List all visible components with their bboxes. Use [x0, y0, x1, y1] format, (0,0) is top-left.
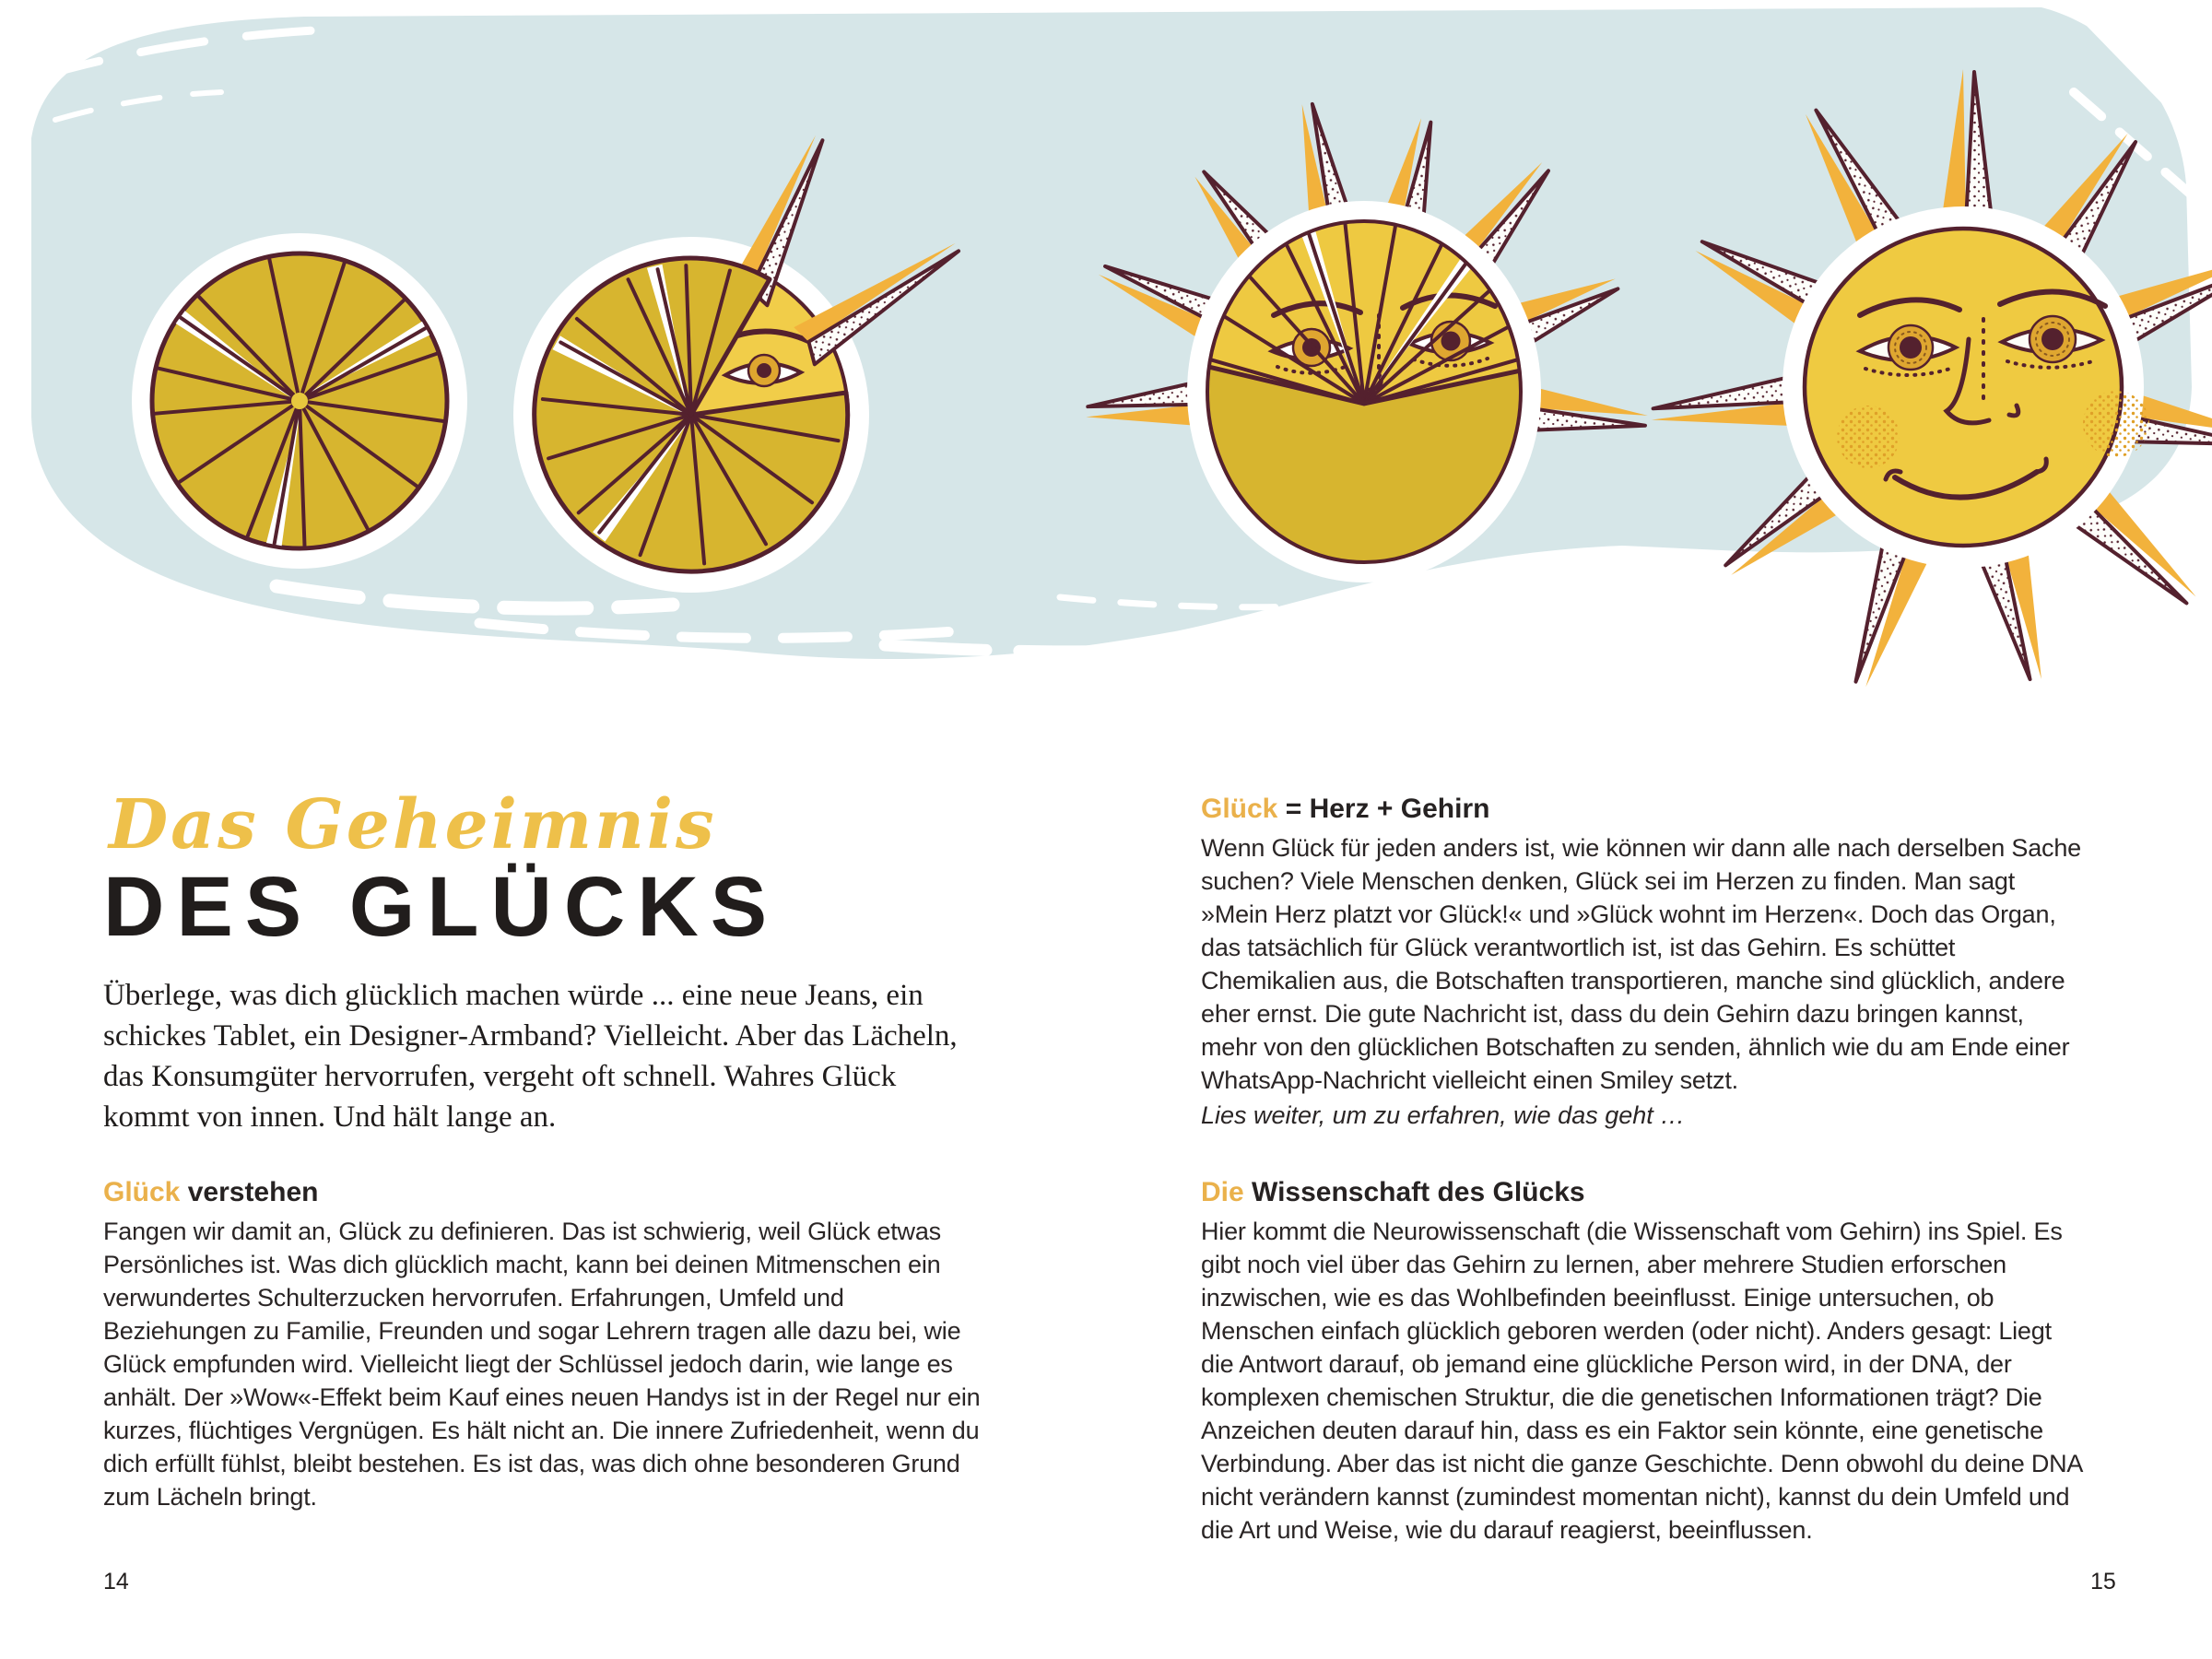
right-section1-note: Lies weiter, um zu erfahren, wie das geht … [1201, 1101, 1686, 1129]
cheek-left [1837, 406, 1900, 468]
sun-illustration-stage2-one-eye [502, 92, 1037, 627]
page-number-left: 14 [103, 1569, 129, 1594]
heading-rest: verstehen [180, 1177, 319, 1207]
left-section-heading [103, 1176, 318, 1209]
right-section2-body: Hier kommt die Neurowissenschaft (die Wissenschaft vom Gehirn) ins Spiel. Es gibt noch viel über das Gehirn zu lernen, aber mehrere Studien erforschen inzwischen, wie es das Wohlbefinden beeinflusst. Einige untersuchen, ob Menschen einfach glücklich geboren werden (oder nicht). Anders gesagt: Liegt die Antwort darauf, ob jemand eine glückliche Person wird, in der DNA, der komplexen chemischen Struktur, die die genetischen Informationen trägt? Die Anzeichen deuten darauf hin, dass es ein Faktor sein könnte, eine genetische Verbindung. Aber das ist nicht die ganze Geschichte. Denn obwohl du deine DNA nicht verändern kannst (zumindest momentan nicht), kannst du dein Umfeld und die Art und Weise, wie du darauf reagierst, beeinflussen. [1201, 1218, 2082, 1544]
sun-illustration-stage4-smiling [1650, 46, 2212, 765]
right-section1-body: Wenn Glück für jeden anders ist, wie können wir dann alle nach derselben Sache suchen? Viele Menschen denken, Glück sei im Herzen zu finden. Man sagt »Mein Herz platzt vor Glück!« und »Glück wohnt im Herzen«. Doch das Organ, das tatsächlich für Glück verantwortlich ist, ist das Gehirn. Es schüttet Chemikalien aus, die Botschaften transportieren, manche sind glücklich, andere eher ernst. Die gute Nachricht ist, dass du dein Gehirn dazu bringen kannst, mehr von den glücklichen Botschaften zu senden, ähnlich wie du am Ende einer WhatsApp-Nachricht vielleicht einen Smiley setzt. [1201, 834, 2081, 1094]
cheek-right [2083, 391, 2149, 457]
sun-illustration-stage3-half-face [1041, 74, 1687, 645]
left-page-intro-paragraph: Überlege, was dich glücklich machen würde ... eine neue Jeans, ein schickes Tablet, ein Designer-Armband? Vielleicht. Aber das Lächeln, das Konsumgüter hervorrufen, vergeht oft schnell. Wahres Glück kommt von innen. Und hält lange an. [103, 979, 958, 1134]
left-section-body: Fangen wir damit an, Glück zu definieren. Das ist schwierig, weil Glück etwas Persönliches ist. Was dich glücklich macht, kann bei deinen Mitmenschen ein verwundertes Schulterzucken hervorrufen. Erfahrungen, Umfeld und Beziehungen zu Familie, Freunden und sogar Lehrern tragen alle dazu bei, wie Glück empfunden wird. Vielleicht liegt der Schlüssel jedoch darin, wie lange es anhält. Der »Wow«-Effekt beim Kauf eines neuen Handys ist in der Regel nur ein kurzes, flüchtiges Vergnügen. Es hält nicht an. Die innere Zufriedenheit, wenn du dich erfüllt fühlst, bleibt bestehen. Es ist das, was dich ohne besonderen Grund zum Lächeln bringt. [103, 1218, 981, 1511]
left-page-kicker [109, 785, 717, 865]
kicker-script-title: Das Geheimnis [109, 785, 717, 865]
sun-illustration-stage1-wheel-closed [106, 207, 484, 585]
right-section2-heading [1201, 1176, 1585, 1209]
heading-lead-word: Die [1201, 1177, 1244, 1207]
heading-rest: = Herz + Gehirn [1277, 794, 1490, 824]
page-number-right: 15 [2090, 1569, 2116, 1594]
left-page-title: DES GLÜCKS [103, 860, 780, 954]
right-section1-heading [1201, 793, 1489, 826]
heading-rest: Wissenschaft des Glücks [1243, 1177, 1585, 1207]
heading-lead-word: Glück [103, 1177, 181, 1207]
heading-lead-word: Glück [1201, 794, 1278, 824]
